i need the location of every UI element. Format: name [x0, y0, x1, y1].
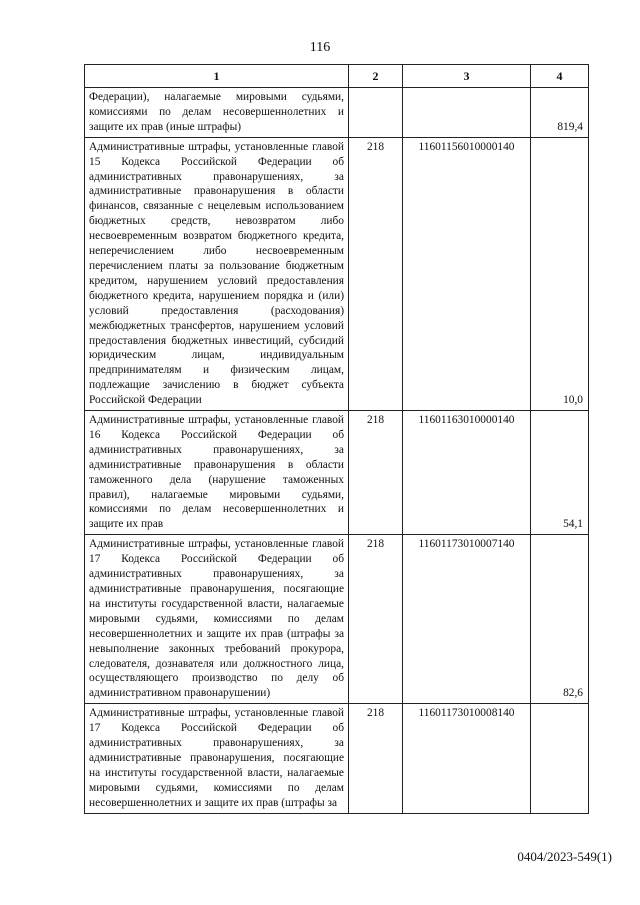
row-amount [531, 704, 589, 813]
row-amount: 819,4 [531, 88, 589, 138]
table-row [85, 411, 589, 535]
row-admin-code: 218 [349, 137, 403, 410]
document-footer-code: 0404/2023-549(1) [517, 849, 612, 864]
row-kbk-code: 11601156010000140 [403, 137, 531, 410]
row-kbk-code: 11601173010008140 [403, 704, 531, 813]
column-header-description: 1 [85, 65, 349, 88]
table-row [85, 704, 589, 813]
table-row [85, 88, 589, 138]
row-kbk-code [403, 88, 531, 138]
row-admin-code: 218 [349, 411, 403, 535]
row-amount: 10,0 [531, 137, 589, 410]
column-header-admin: 2 [349, 65, 403, 88]
header-row [85, 65, 589, 88]
table-row [85, 535, 589, 704]
row-description: Административные штрафы, установленные главой 17 Кодекса Российской Федерации об административных правонарушениях, за административные правонарушения, посягающие на институты государственной власти, налагаемые мировыми судьями, комиссиями по делам несовершеннолетних и защите их прав (штрафы за невыполнение законных требований прокурора, следователя, дознавателя или должностного лица, осуществляющего производство по делу об административном правонарушении) [85, 535, 349, 704]
column-header-amount: 4 [531, 65, 589, 88]
row-amount: 82,6 [531, 535, 589, 704]
row-amount: 54,1 [531, 411, 589, 535]
table-row [85, 137, 589, 410]
row-description: Федерации), налагаемые мировыми судьями, комиссиями по делам несовершеннолетних и защите их прав (иные штрафы) [85, 88, 349, 138]
row-admin-code: 218 [349, 704, 403, 813]
row-kbk-code: 11601173010007140 [403, 535, 531, 704]
row-kbk-code: 11601163010000140 [403, 411, 531, 535]
budget-revenue-table [84, 64, 589, 814]
row-admin-code [349, 88, 403, 138]
column-header-code: 3 [403, 65, 531, 88]
row-description: Административные штрафы, установленные главой 16 Кодекса Российской Федерации об административных правонарушениях, за административные правонарушения в области таможенного дела (нарушение таможенных правил), налагаемые мировыми судьями, комиссиями по делам несовершеннолетних и защите их прав [85, 411, 349, 535]
row-description: Административные штрафы, установленные главой 15 Кодекса Российской Федерации об административных правонарушениях, за административные правонарушения в области финансов, связанные с нецелевым использованием бюджетных средств, невозвратом либо несвоевременным возвратом бюджетного кредита, неперечислением либо несвоевременным перечислением платы за пользование бюджетным кредитом, нарушением условий предоставления бюджетного кредита, нарушением порядка и (или) условий предоставления (расходования) межбюджетных трансфертов, нарушением условий предоставления бюджетных инвестиций, субсидий юридическим лицам, индивидуальным предпринимателям и физическим лицам, подлежащие зачислению в бюджет субъекта Российской Федерации [85, 137, 349, 410]
row-admin-code: 218 [349, 535, 403, 704]
row-description: Административные штрафы, установленные главой 17 Кодекса Российской Федерации об административных правонарушениях, за административные правонарушения, посягающие на институты государственной власти, налагаемые мировыми судьями, комиссиями по делам несовершеннолетних и защите их прав (штрафы за [85, 704, 349, 813]
page-number: 116 [309, 40, 331, 55]
